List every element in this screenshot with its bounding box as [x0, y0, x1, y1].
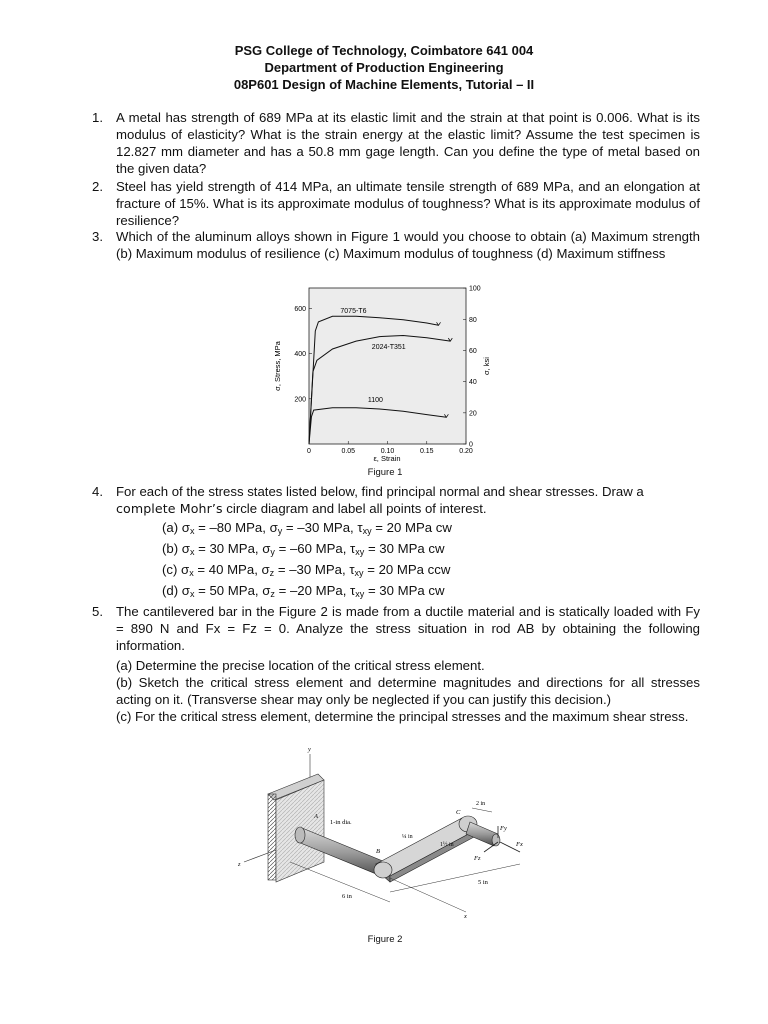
question-1	[92, 109, 700, 177]
subscript: z	[269, 568, 275, 578]
series-label: 1100	[367, 397, 383, 405]
question-number: 5.	[92, 604, 103, 619]
subscript: y	[277, 526, 283, 536]
x-tick-label: 0	[307, 448, 311, 455]
subscript: x	[189, 547, 195, 557]
y-right-tick-label: 40	[469, 379, 477, 387]
x-axis-line	[390, 878, 466, 912]
figure-2-drawing	[230, 742, 550, 927]
z-axis-letter: z	[238, 861, 241, 868]
figure-1-chart	[272, 282, 502, 464]
dim-6in-label: 6 in	[342, 893, 352, 900]
thickness-label: ¼ in	[402, 834, 413, 840]
rod-diameter-label: 1-in dia.	[330, 819, 352, 826]
width-label: 1½ in	[440, 842, 454, 848]
state-label: (b)	[162, 541, 179, 556]
y-right-tick-label: 20	[469, 410, 477, 418]
y-tick-label: 200	[294, 396, 306, 404]
value: = 30 MPa cw	[367, 583, 445, 598]
y-tick-label: 400	[294, 351, 306, 359]
question-text: Steel has yield strength of 414 MPa, an ultimate tensile strength of 689 MPa, and an elongation at fracture of 15%. What is its approximate modulus of toughness? What is its approximate modulus of resilience?	[116, 179, 700, 228]
question-text: Which of the aluminum alloys shown in Figure 1 would you choose to obtain (a) Maximum strength (b) Maximum modulus of resilience (c) Maximum modulus of toughness (d) Maximum stiffness	[116, 229, 700, 261]
y-tick-label: 600	[294, 305, 306, 313]
mohr-phrase: complete Mohr’s	[116, 501, 223, 516]
point-c-label: C	[456, 809, 461, 816]
stress-state-1: (a) $\sigma_x = -80$ MPa, $\sigma_y = -30$ MPa, $\tau_{xy} = 20$ MPa cw	[162, 520, 452, 536]
force-fy-label: Fy	[500, 825, 507, 832]
question-text	[116, 603, 700, 654]
dim-5in-label: 5 in	[478, 879, 488, 886]
x-tick-label: 0.05	[341, 448, 356, 455]
value: = 20 MPa cw	[375, 520, 452, 535]
subscript: y	[270, 547, 275, 557]
x-tick-label: 0.20	[459, 448, 473, 455]
question-5	[92, 603, 700, 654]
y-right-tick-label: 80	[469, 316, 477, 324]
subscript: xy	[362, 526, 372, 536]
part-b: (b) Sketch the critical stress element and determine magnitudes and directions for all stresses acting on it. (Transverse shear may only be neglected if you can justify this decision.)	[116, 675, 700, 707]
department-name: Department of Production Engineering	[264, 60, 504, 75]
question-number: 4.	[92, 484, 103, 499]
value: = –30 MPa,	[277, 562, 346, 577]
subscript: z	[270, 589, 275, 599]
state-label: (a)	[162, 520, 179, 535]
plot-background	[309, 288, 466, 444]
value: = –30 MPa,	[285, 520, 354, 535]
question-2	[92, 178, 700, 229]
part-c: (c) For the critical stress element, determine the principal stresses and the maximum shear stress.	[116, 709, 689, 724]
value: = 40 MPa,	[197, 562, 258, 577]
subscript: x	[189, 526, 195, 536]
dim-2in-label: 2 in	[476, 801, 486, 807]
question-text-line2: circle diagram and label all points of interest.	[226, 501, 487, 516]
document-header	[0, 42, 768, 93]
question-text: A metal has strength of 689 MPa at its elastic limit and the strain at that point is 0.006. What is its modulus of elasticity? What is the strain energy at the elastic limit? Assume the test specimen is 12.827 mm diameter and has a 50.8 mm gage length. Can you define the type of metal based on the given data?	[116, 110, 700, 176]
y-right-tick-label: 0	[469, 441, 473, 449]
subscript: xy	[354, 568, 364, 578]
y-axis-label: σ, Stress, MPa	[273, 341, 282, 391]
subscript: xy	[355, 589, 365, 599]
stress-state-2: (b) $\sigma_x = 30$ MPa, $\sigma_y = -60$ MPa, $\tau_{xy} = 30$ MPa cw	[162, 541, 445, 557]
course-title: 08P601 Design of Machine Elements, Tutorial – II	[233, 77, 535, 92]
value: = –80 MPa,	[198, 520, 266, 535]
arm-bc	[374, 816, 477, 882]
subscript: xy	[355, 547, 365, 557]
y-right-tick-label: 60	[469, 347, 477, 355]
point-a-label: A	[314, 813, 318, 820]
force-fz-label: Fz	[474, 855, 481, 862]
value: = 50 MPa,	[198, 583, 259, 598]
stress-state-4: (d) $\sigma_x = 50$ MPa, $\sigma_z = -20$ MPa, $\tau_{xy} = 30$ MPa cw	[162, 583, 445, 599]
x-axis-letter: x	[464, 913, 467, 920]
question-3	[92, 228, 700, 262]
state-label: (d)	[162, 583, 179, 598]
value: = –60 MPa,	[278, 541, 347, 556]
y-axis-letter: y	[308, 746, 311, 753]
figure-1-caption: Figure 1	[367, 467, 403, 478]
question-number: 2.	[92, 179, 103, 194]
subscript: x	[189, 568, 194, 578]
subscript: x	[189, 589, 195, 599]
question-5-text: The cantilevered bar in the Figure 2 is made from a ductile material and is statically loaded with Fy = 890 N and Fx = Fz = 0. Analyze the stress situation in rod AB by obtaining the following information.	[116, 604, 700, 653]
wall-support	[268, 774, 324, 882]
value: = 30 MPa cw	[367, 541, 445, 556]
value: = 20 MPa ccw	[367, 562, 451, 577]
question-number: 3.	[92, 229, 103, 244]
question-number: 1.	[92, 110, 103, 125]
series-label: 7075-T6	[340, 307, 367, 315]
value: = 30 MPa,	[198, 541, 259, 556]
x-tick-label: 0.10	[380, 448, 395, 455]
dim-2in-line	[472, 808, 492, 812]
pin-c	[466, 822, 500, 846]
x-axis-label: ε, Strain	[373, 454, 401, 463]
figure-2-caption: Figure 2	[367, 934, 403, 945]
part-a: (a) Determine the precise location of the critical stress element.	[116, 658, 485, 673]
point-b-label: B	[376, 848, 380, 855]
college-name: PSG College of Technology, Coimbatore 641 004	[234, 43, 534, 58]
series-label: 2024-T351	[371, 344, 406, 352]
stress-state-3: (c) $\sigma_x = 40$ MPa, $\sigma_z = -30$ MPa, $\tau_{xy} = 20$ MPa ccw	[162, 562, 451, 578]
state-label: (c)	[162, 562, 178, 577]
question-text-line1: For each of the stress states listed below, find principal normal and shear stresses. Draw a	[116, 484, 644, 499]
force-fx-label: Fx	[516, 841, 523, 848]
question-4	[92, 483, 700, 517]
value: = –20 MPa,	[278, 583, 347, 598]
y-right-axis-label: σ, ksi	[482, 357, 491, 375]
x-tick-label: 0.15	[419, 448, 434, 455]
y-right-tick-label: 100	[469, 285, 481, 293]
